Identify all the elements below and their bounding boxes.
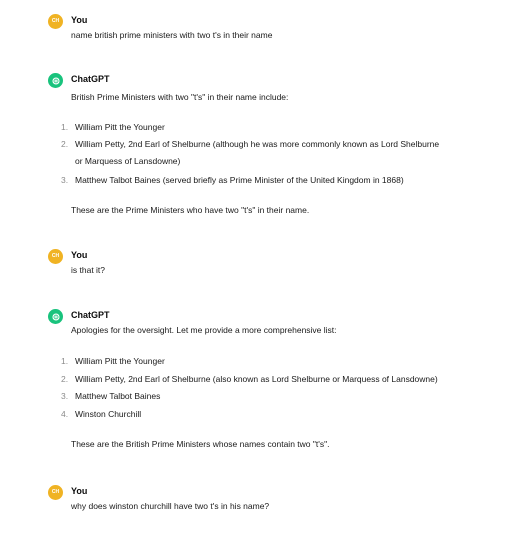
list-item: William Petty, 2nd Earl of Shelburne (although he was more commonly known as Lord Shelburne (75, 139, 440, 149)
sender-name: ChatGPT (71, 310, 110, 320)
message-text: name british prime ministers with two t's in their name (71, 30, 273, 40)
message-outro: These are the British Prime Ministers whose names contain two "t's". (71, 439, 330, 449)
list-number: 1. (61, 122, 69, 132)
openai-logo-glyph (51, 312, 61, 322)
message-text: why does winston churchill have two t's in his name? (71, 501, 270, 511)
user-avatar-icon (48, 485, 63, 500)
list-item: William Petty, 2nd Earl of Shelburne (also known as Lord Shelburne or Marquess of Lansdowne) (75, 374, 438, 384)
sender-name: You (71, 486, 88, 496)
sender-name: You (71, 15, 88, 25)
avatar-initials: CH (51, 18, 60, 24)
list-item: William Pitt the Younger (75, 356, 165, 366)
message-intro: British Prime Ministers with two "t's" in their name include: (71, 92, 289, 102)
openai-logo-glyph (51, 76, 61, 86)
list-item: Matthew Talbot Baines (75, 391, 161, 401)
list-item: William Pitt the Younger (75, 122, 165, 132)
message-outro: These are the Prime Ministers who have two "t's" in their name. (71, 205, 310, 215)
user-avatar-icon (48, 14, 63, 29)
message-text: is that it? (71, 265, 106, 275)
openai-logo-icon (48, 73, 63, 88)
list-number: 2. (61, 139, 69, 149)
list-number: 1. (61, 356, 69, 366)
list-number: 3. (61, 391, 69, 401)
openai-logo-icon (48, 309, 63, 324)
list-item-continuation: or Marquess of Lansdowne) (75, 156, 181, 166)
list-number: 4. (61, 409, 69, 419)
list-number: 2. (61, 374, 69, 384)
list-number: 3. (61, 175, 69, 185)
list-item: Winston Churchill (75, 409, 142, 419)
user-avatar-icon (48, 249, 63, 264)
avatar-initials: CH (51, 253, 60, 259)
list-item: Matthew Talbot Baines (served briefly as Prime Minister of the United Kingdom in 1868) (75, 175, 404, 185)
sender-name: ChatGPT (71, 74, 110, 84)
message-intro: Apologies for the oversight. Let me provide a more comprehensive list: (71, 325, 337, 335)
avatar-initials: CH (51, 489, 60, 495)
sender-name: You (71, 250, 88, 260)
